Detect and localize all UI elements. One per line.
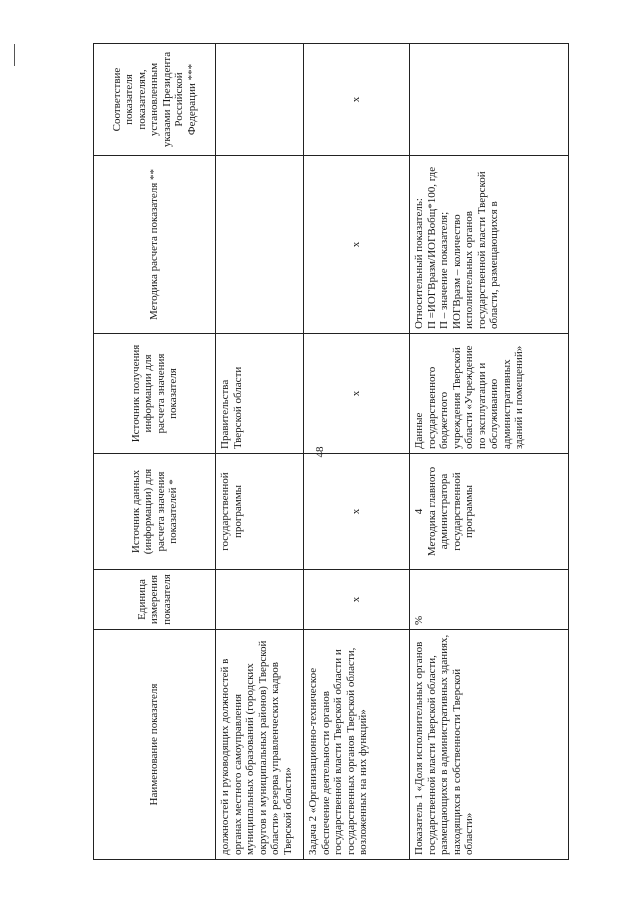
page-number: 48 (314, 446, 326, 458)
data-source-cell: х (304, 454, 410, 570)
indicators-table (93, 43, 569, 860)
compliance-cell: х (304, 44, 410, 156)
indicator-name-cell: Показатель 1 «Доля исполнительных органов государственной власти Тверской области, размещающихся в административных зданиях, находящихся в собственности Тверской области» (410, 630, 569, 860)
table-container (93, 44, 568, 860)
compliance-cell (216, 44, 304, 156)
header-cell: Источник получения информации для расчета значения показателя (94, 334, 216, 454)
table-row (304, 44, 410, 860)
header-cell: Источник данных (информации) для расчета значения показателей * (94, 454, 216, 570)
method-cell: Относительный показатель: П =ИОГВразм/ИОГВобщ*100, где П – значение показателя; ИОГВразм – количество исполнительных органов государственной власти Тверской области, размещающихся в (410, 156, 569, 334)
method-cell: х (304, 156, 410, 334)
indicator-name-cell: Задача 2 «Организационно-техническое обеспечение деятельности органов государственной власти Тверской области и государственных органов Тверской области, возложенных на них функций» (304, 630, 410, 860)
rotated-table (93, 44, 568, 860)
header-cell: Единица измерения показателя (94, 570, 216, 630)
indicator-name-cell: должностей и руководящих должностей в органах местного самоуправления муниципальных образований (городских округов и муниципальных районов) Тверской области» резерва управленческих кадров Тверской области» (216, 630, 304, 860)
table-row (216, 44, 304, 860)
data-source-cell: государственной программы (216, 454, 304, 570)
info-source-cell: Правительства Тверской области (216, 334, 304, 454)
data-source-cell: 4 Методика главного администратора государственной программы (410, 454, 569, 570)
header-cell: Методика расчета показателя ** (94, 156, 216, 334)
compliance-cell (410, 44, 569, 156)
header-cell: Наименование показателя (94, 630, 216, 860)
header-cell: Соответствие показателя показателям, установленным указами Президента Российской Федерации *** (94, 44, 216, 156)
unit-cell: х (304, 570, 410, 630)
table-header-row (94, 44, 216, 860)
info-source-cell: х (304, 334, 410, 454)
method-cell (216, 156, 304, 334)
info-source-cell: Данные государственного бюджетного учреждения Тверской области «Учреждение по эксплуатации и обслуживанию административных зданий и помещений» (410, 334, 569, 454)
unit-cell: % (410, 570, 569, 630)
margin-mark (14, 44, 15, 66)
table-row (410, 44, 569, 860)
unit-cell (216, 570, 304, 630)
